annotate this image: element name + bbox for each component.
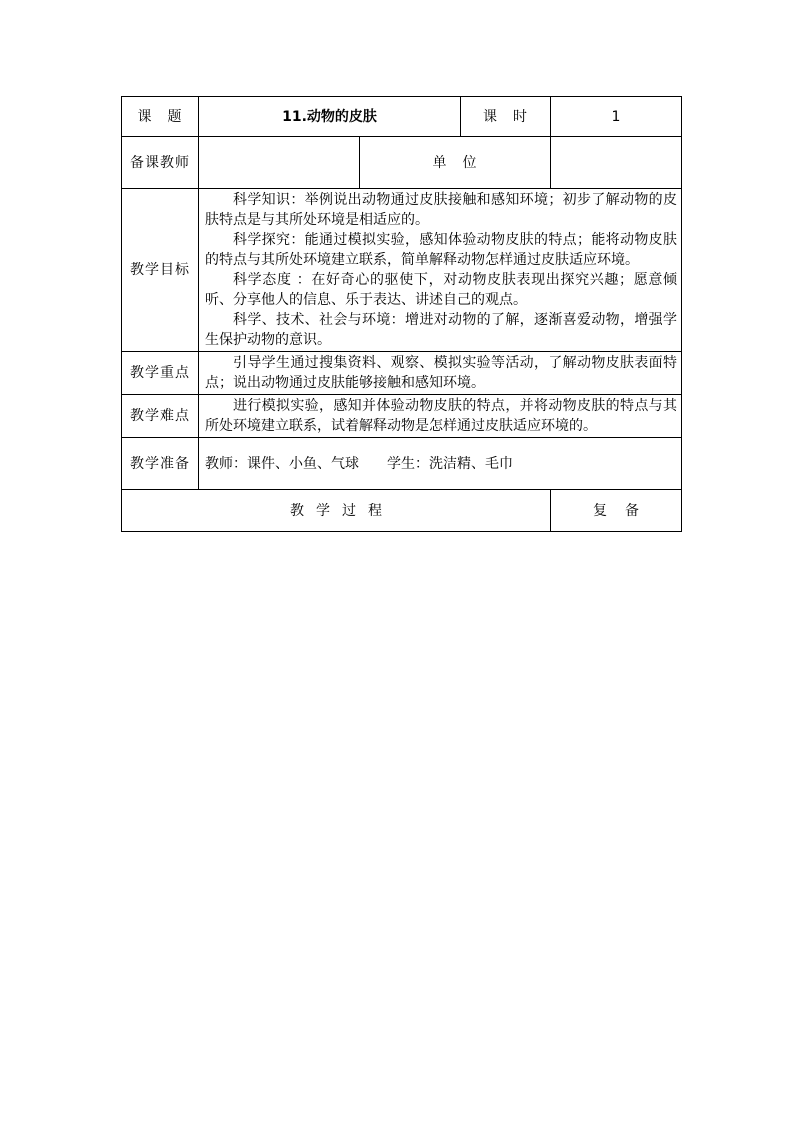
key-points-text: 引导学生通过搜集资料、观察、模拟实验等活动，了解动物皮肤表面特点；说出动物通过皮肤能够接触和感知环境。	[205, 355, 677, 391]
objective-inquiry: 科学探究：能通过模拟实验，感知体验动物皮肤的特点；能将动物皮肤的特点与其所处环境建立联系，简单解释动物怎样通过皮肤适应环境。	[205, 232, 677, 268]
objectives-content	[199, 189, 682, 352]
unit-value	[551, 137, 682, 189]
objectives-label: 教学目标	[122, 189, 199, 352]
row-footer	[122, 490, 682, 532]
objective-knowledge: 科学知识：举例说出动物通过皮肤接触和感知环境；初步了解动物的皮肤特点是与其所处环境是相适应的。	[205, 192, 677, 228]
difficulties-content	[199, 395, 682, 438]
lesson-plan-table	[121, 96, 682, 532]
objective-attitude: 科学态度 ：在好奇心的驱使下，对动物皮肤表现出探究兴趣；愿意倾听、分享他人的信息、乐于表达、讲述自己的观点。	[205, 272, 677, 308]
key-points-content	[199, 352, 682, 395]
process-label: 教学过程	[122, 490, 551, 532]
period-label: 课 时	[461, 97, 551, 137]
difficulties-label: 教学难点	[122, 395, 199, 438]
row-difficulties	[122, 395, 682, 438]
subject-value: 11.动物的皮肤	[199, 97, 461, 137]
subject-label: 课 题	[122, 97, 199, 137]
difficulties-text: 进行模拟实验，感知并体验动物皮肤的特点，并将动物皮肤的特点与其所处环境建立联系，试着解释动物是怎样通过皮肤适应环境的。	[205, 398, 677, 434]
row-preparation	[122, 438, 682, 490]
teacher-value	[199, 137, 360, 189]
teacher-label: 备课教师	[122, 137, 199, 189]
review-label: 复备	[551, 490, 682, 532]
key-points-label: 教学重点	[122, 352, 199, 395]
objective-stse: 科学、技术、社会与环境：增进对动物的了解，逐渐喜爱动物，增强学生保护动物的意识。	[205, 312, 677, 348]
unit-label: 单 位	[360, 137, 551, 189]
row-teacher	[122, 137, 682, 189]
preparation-text: 教师：课件、小鱼、气球 学生：洗洁精、毛巾	[199, 438, 682, 490]
period-value: 1	[551, 97, 682, 137]
row-subject	[122, 97, 682, 137]
preparation-label: 教学准备	[122, 438, 199, 490]
row-objectives	[122, 189, 682, 352]
row-key-points	[122, 352, 682, 395]
